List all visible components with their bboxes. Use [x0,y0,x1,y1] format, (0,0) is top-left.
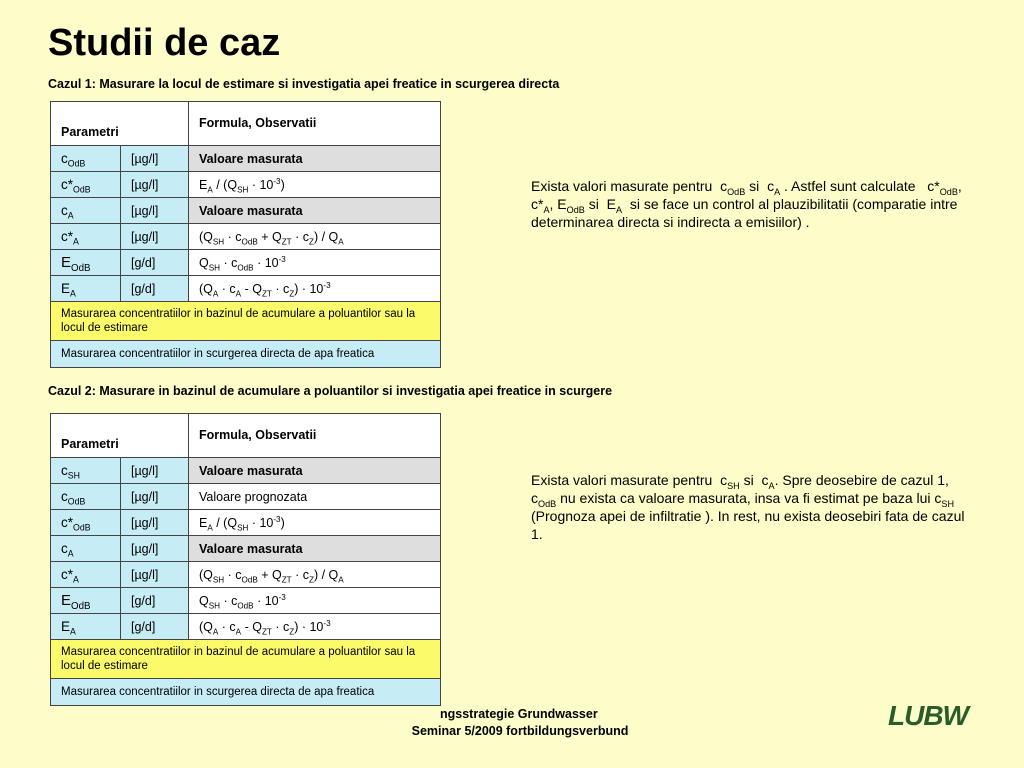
page-title: Studii de caz [48,22,281,64]
table-row [51,341,441,368]
case1-caption: Cazul 1: Masurare la locul de estimare si investigatia apei freatice in scurgerea directa [48,77,560,91]
param-c-sh: $c_{SH}$ [51,458,121,484]
table-row [51,536,441,562]
unit-cell: [µg/l] [121,224,189,250]
note-accumulation: Masurarea concentratiilor in bazinul de acumulare a poluantilor sau la locul de estimare [51,302,441,341]
param-e-odb: $E_{OdB}$ [51,588,121,614]
table-row [51,224,441,250]
lubw-logo: LUBW [888,700,968,731]
param-c-star-odb: $c*_{OdB}$ [51,172,121,198]
table-row [51,588,441,614]
table-row [51,198,441,224]
case1-description: Exista valori masurate pentru $c_{OdB}$ si $c_A$ . Astfel sunt calculate $c*_{OdB}$, $c*_A$, $E_{OdB}$ si $E_A$ si se face un control al plauzibilitatii (comparatie intre determinarea directa si indirecta a emisiilor) . [531,178,962,230]
note-direct-flow: Masurarea concentratiilor in scurgerea directa de apa freatica [51,341,441,368]
case2-description: Exista valori masurate pentru $c_{SH}$ si $c_A$. Spre deosebire de cazul 1, $c_{OdB}$ nu exista ca valoare masurata, insa va fi estimat pe baza lui $c_{SH}$ (Prognoza apei de infiltratie ). In rest, nu exista deosebiri fata de cazul 1. [531,472,965,542]
param-c-star-a: $c*_A$ [51,224,121,250]
unit-cell: [µg/l] [121,536,189,562]
case2-caption: Cazul 2: Masurare in bazinul de acumulare a poluantilor si investigatia apei freatice in scurgere [48,384,613,398]
param-c-star-odb: $c*_{OdB}$ [51,510,121,536]
unit-cell: [g/d] [121,276,189,302]
table-row [51,276,441,302]
formula-cell: $Q_{SH} \cdot c_{OdB} \cdot 10^{-3}$ [189,588,441,614]
table-row [51,302,441,341]
note-direct-flow: Masurarea concentratiilor in scurgerea directa de apa freatica [51,679,441,706]
unit-cell: [µg/l] [121,510,189,536]
header-parameters: Parametri [51,102,189,146]
unit-cell: [g/d] [121,614,189,640]
table-row [51,679,441,706]
unit-cell: [µg/l] [121,172,189,198]
header-formula: Formula, Observatii [189,414,441,458]
param-c-a: $c_A$ [51,198,121,224]
formula-cell: Valoare masurata [189,536,441,562]
unit-cell: [µg/l] [121,458,189,484]
table-row [51,172,441,198]
unit-cell: [µg/l] [121,562,189,588]
table-header-row [51,102,441,146]
unit-cell: [µg/l] [121,146,189,172]
formula-cell: Valoare masurata [189,146,441,172]
footer-line2: Seminar 5/2009 fortbildungsverbund [411,724,629,738]
param-e-a: $E_A$ [51,276,121,302]
formula-cell: Valoare masurata [189,458,441,484]
param-c-a: $c_A$ [51,536,121,562]
unit-cell: [g/d] [121,250,189,276]
header-parameters: Parametri [51,414,189,458]
param-e-a: $E_A$ [51,614,121,640]
table-row [51,562,441,588]
case2-table [50,413,441,706]
footer [300,706,740,740]
table-header-row [51,414,441,458]
unit-cell: [µg/l] [121,198,189,224]
formula-cell: $E_A / (Q_{SH} \cdot 10^{-3})$ [189,510,441,536]
table-row [51,146,441,172]
unit-cell: [g/d] [121,588,189,614]
param-c-odb: $c_{OdB}$ [51,146,121,172]
case1-table [50,101,441,368]
param-c-odb: $c_{OdB}$ [51,484,121,510]
formula-cell: Valoare prognozata [189,484,441,510]
formula-cell: Valoare masurata [189,198,441,224]
table-row [51,250,441,276]
formula-cell: $Q_{SH} \cdot c_{OdB} \cdot 10^{-3}$ [189,250,441,276]
formula-cell: $(Q_{SH} \cdot c_{OdB} + Q_{ZT} \cdot c_Z) / Q_A$ [189,224,441,250]
formula-cell: $(Q_A \cdot c_A - Q_{ZT} \cdot c_Z) \cdot 10^{-3}$ [189,614,441,640]
formula-cell: $(Q_A \cdot c_A - Q_{ZT} \cdot c_Z) \cdot 10^{-3}$ [189,276,441,302]
formula-cell: $E_A / (Q_{SH} \cdot 10^{-3})$ [189,172,441,198]
header-formula: Formula, Observatii [189,102,441,146]
table-row [51,614,441,640]
param-c-star-a: $c*_A$ [51,562,121,588]
table-row [51,510,441,536]
param-e-odb: $E_{OdB}$ [51,250,121,276]
table-row [51,484,441,510]
unit-cell: [µg/l] [121,484,189,510]
table-row [51,640,441,679]
footer-line1: ngsstrategie Grundwasser [440,707,598,721]
table-row [51,458,441,484]
note-accumulation: Masurarea concentratiilor in bazinul de acumulare a poluantilor sau la locul de estimare [51,640,441,679]
formula-cell: $(Q_{SH} \cdot c_{OdB} + Q_{ZT} \cdot c_Z) / Q_A$ [189,562,441,588]
